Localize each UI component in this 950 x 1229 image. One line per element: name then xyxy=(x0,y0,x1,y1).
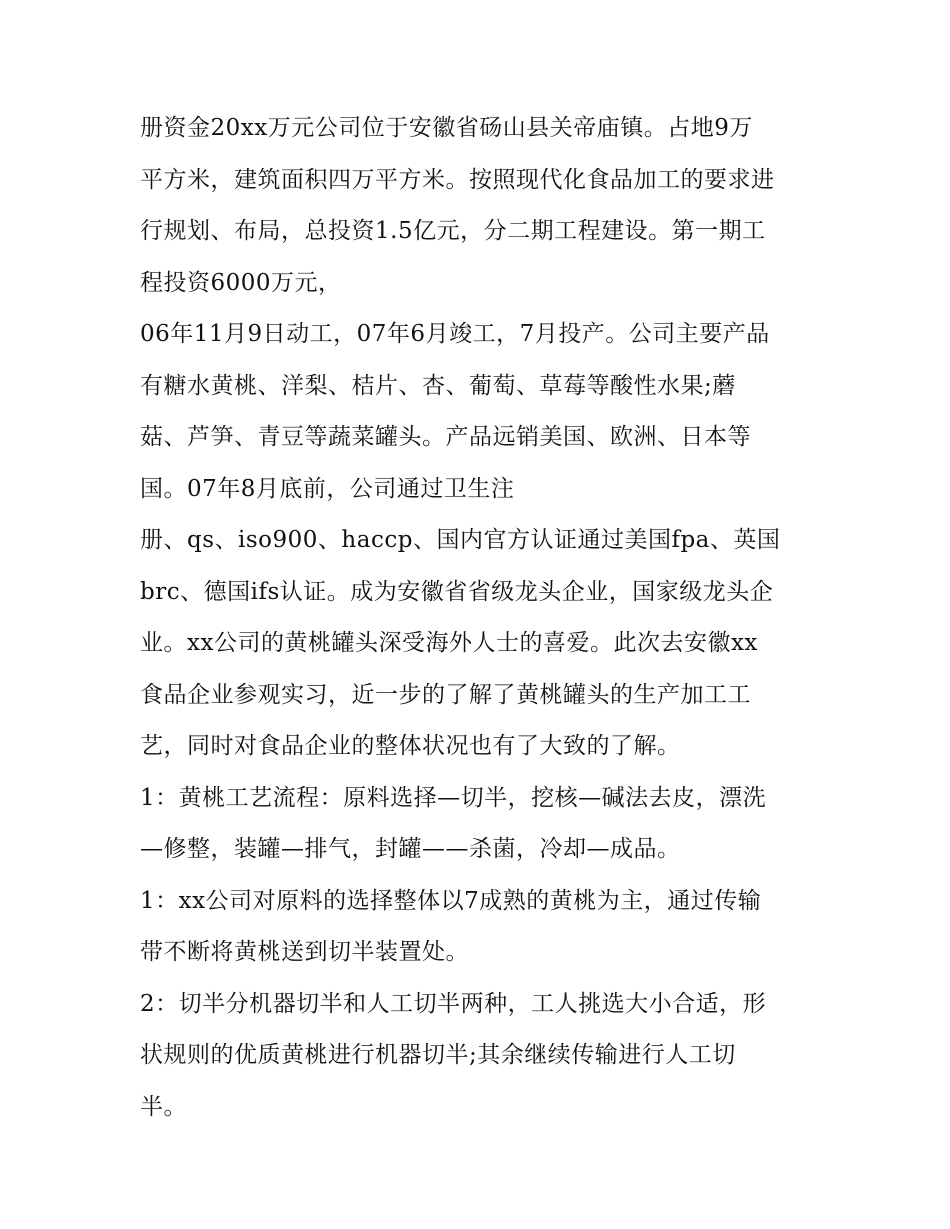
text-line: 带不断将黄桃送到切半装置处。 xyxy=(140,939,469,965)
text-line: 业。xx公司的黄桃罐头深受海外人士的喜爱。此次去安徽xx xyxy=(140,630,758,656)
text-line: —修整，装罐—排气，封罐——杀菌，冷却—成品。 xyxy=(140,836,681,862)
text-line: 1：xx公司对原料的选择整体以7成熟的黄桃为主，通过传输 xyxy=(140,887,762,914)
text-line: 平方米，建筑面积四万平方米。按照现代化食品加工的要求进 xyxy=(140,166,775,193)
text-line: 06年11月9日动工，07年6月竣工，7月投产。公司主要产品 xyxy=(140,321,770,347)
text-line: 菇、芦笋、青豆等蔬菜罐头。产品远销美国、欧洲、日本等 xyxy=(140,424,751,450)
document-body xyxy=(140,103,820,1133)
text-line: 国。07年8月底前，公司通过卫生注 xyxy=(140,475,515,502)
text-line: 食品企业参观实习，近一步的了解了黄桃罐头的生产加工工 xyxy=(140,681,751,708)
text-line: 册资金20xx万元公司位于安徽省砀山县关帝庙镇。占地9万 xyxy=(140,115,753,141)
text-line: brc、德国ifs认证。成为安徽省省级龙头企业，国家级龙头企 xyxy=(140,578,774,605)
text-line: 艺，同时对食品企业的整体状况也有了大致的了解。 xyxy=(140,733,681,759)
text-line: 行规划、布局，总投资1.5亿元，分二期工程建设。第一期工 xyxy=(140,218,766,244)
text-line: 有糖水黄桃、洋梨、桔片、杏、葡萄、草莓等酸性水果;蘑 xyxy=(140,372,736,399)
text-line: 程投资6000万元， xyxy=(140,269,342,296)
text-line: 半。 xyxy=(140,1093,187,1120)
text-line: 状规则的优质黄桃进行机器切半;其余继续传输进行人工切 xyxy=(140,1042,736,1068)
text-line: 2：切半分机器切半和人工切半两种，工人挑选大小合适，形 xyxy=(140,990,767,1017)
text-line: 册、qs、iso900、haccp、国内官方认证通过美国fpa、英国 xyxy=(140,527,781,553)
text-line: 1：黄桃工艺流程：原料选择—切半，挖核—碱法去皮，漂洗 xyxy=(140,784,767,811)
